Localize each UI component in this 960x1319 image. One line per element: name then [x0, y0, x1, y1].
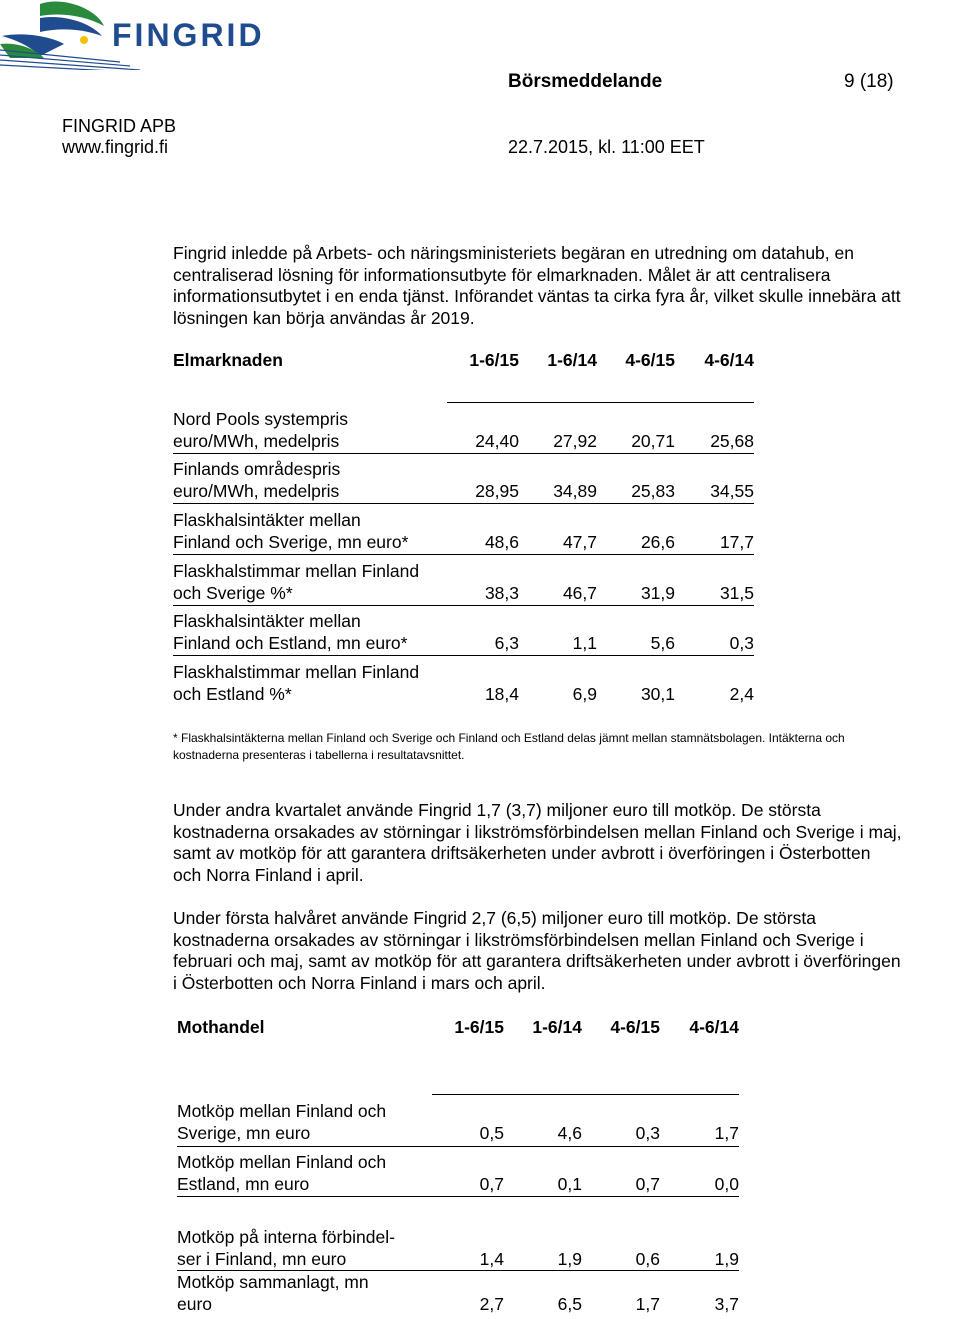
row-label: euro [177, 1294, 213, 1314]
column-header: 1-6/15 [469, 350, 519, 370]
table-cell: 27,92 [553, 431, 597, 451]
column-header: 4-6/14 [689, 1017, 739, 1037]
column-header: 1-6/14 [532, 1017, 582, 1037]
table-cell: 0,6 [635, 1249, 660, 1269]
table-cell: 18,4 [484, 684, 519, 704]
paragraph-line: februari och maj, samt av motköp för att garantera driftsäkerheten under avbrott i överföringen [173, 951, 901, 972]
paragraph-line: informationsutbytet i en enda tjänst. Införandet väntas ta cirka fyra år, vilket skulle innebära att [173, 286, 901, 307]
column-header: 1-6/14 [547, 350, 597, 370]
company-name: FINGRID APB [62, 116, 177, 136]
row-label: Flaskhalstimmar mellan Finland [173, 561, 420, 581]
footnote-line: * Flaskhalsintäkterna mellan Finland och Sverige och Finland och Estland delas jämnt mellan stamnätsbolagen. Intäkterna och [173, 731, 845, 745]
paragraph-line: samt av motköp för att garantera driftsäkerheten under avbrott i överföringen i Österbotten [173, 843, 871, 864]
table-cell: 26,6 [640, 532, 675, 552]
paragraph-line: lösningen kan börja användas år 2019. [173, 308, 475, 329]
table-cell: 0,0 [714, 1174, 739, 1194]
row-label: Motköp mellan Finland och [177, 1152, 387, 1172]
row-label: Finland och Estland, mn euro* [173, 633, 408, 653]
row-rule [177, 1196, 739, 1197]
column-header: 1-6/15 [454, 1017, 504, 1037]
table-cell: 5,6 [650, 633, 675, 653]
paragraph-line: kostnaderna orsakades av störningar i likströmsförbindelsen mellan Finland och Sverige i maj, [173, 821, 902, 842]
h1-paragraph [173, 908, 901, 995]
table-cell: 0,1 [557, 1174, 582, 1194]
row-label: Motköp mellan Finland och [177, 1101, 387, 1121]
table-cell: 25,68 [710, 431, 754, 451]
table-cell: 34,89 [553, 481, 597, 501]
table-cell: 0,3 [635, 1123, 660, 1143]
row-label: euro/MWh, medelpris [173, 481, 340, 501]
row-label: Flaskhalsintäkter mellan [173, 611, 361, 631]
intro-paragraph [173, 243, 901, 330]
table-title: Mothandel [177, 1017, 265, 1037]
column-header: 4-6/15 [610, 1017, 660, 1037]
page-number: 9 (18) [844, 71, 894, 92]
table-cell: 38,3 [484, 583, 519, 603]
header-rule [447, 402, 754, 403]
row-rule [173, 503, 754, 504]
row-rule [173, 605, 754, 606]
table-cell: 4,6 [557, 1123, 582, 1143]
header-rule [432, 1094, 739, 1095]
table-cell: 17,7 [719, 532, 754, 552]
table-cell: 31,5 [719, 583, 754, 603]
release-datetime: 22.7.2015, kl. 11:00 EET [508, 137, 705, 157]
fingrid-logo [0, 0, 290, 70]
row-label: ser i Finland, mn euro [177, 1249, 347, 1269]
table-cell: 31,9 [640, 583, 675, 603]
row-label: Nord Pools systempris [173, 409, 349, 429]
paragraph-line: Under första halvåret använde Fingrid 2,7 (6,5) miljoner euro till motköp. De största [173, 908, 816, 928]
paragraph-line: centraliserad lösning för informationsutbyte för elmarknaden. Målet är att centralisera [173, 264, 831, 285]
paragraph-line: och Norra Finland i april. [173, 865, 364, 886]
table-title: Elmarknaden [173, 350, 283, 370]
table-cell: 1,1 [572, 633, 597, 653]
row-label: och Sverige %* [173, 583, 293, 603]
row-rule [173, 453, 754, 454]
table-cell: 6,3 [494, 633, 519, 653]
row-label: Flaskhalsintäkter mellan [173, 510, 361, 530]
paragraph-line: Fingrid inledde på Arbets- och näringsministeriets begäran en utredning om datahub, en [173, 243, 854, 263]
table-cell: 0,5 [479, 1123, 504, 1143]
table-cell: 6,5 [557, 1294, 582, 1314]
table-cell: 28,95 [475, 481, 519, 501]
paragraph-line: Under andra kvartalet använde Fingrid 1,7 (3,7) miljoner euro till motköp. De största [173, 800, 821, 820]
table-footnote [173, 730, 845, 764]
table-cell: 0,3 [729, 633, 754, 653]
paragraph-line: i Österbotten och Norra Finland i mars och april. [173, 973, 546, 994]
row-label: Finland och Sverige, mn euro* [173, 532, 409, 552]
table-cell: 0,7 [479, 1174, 504, 1194]
footnote-line: kostnaderna presenteras i tabellerna i resultatavsnittet. [173, 748, 465, 762]
table-cell: 34,55 [710, 481, 754, 501]
row-rule [173, 655, 754, 656]
row-label: Flaskhalstimmar mellan Finland [173, 662, 420, 682]
row-label: Motköp på interna förbindel- [177, 1227, 395, 1247]
table-cell: 3,7 [714, 1294, 739, 1314]
document-type: Börsmeddelande [508, 71, 663, 92]
row-label: euro/MWh, medelpris [173, 431, 340, 451]
table-cell: 46,7 [562, 583, 597, 603]
table-cell: 48,6 [484, 532, 519, 552]
row-label: och Estland %* [173, 684, 292, 704]
table-cell: 24,40 [475, 431, 519, 451]
paragraph-line: kostnaderna orsakades av störningar i likströmsförbindelsen mellan Finland och Sverige i [173, 929, 864, 950]
table-cell: 1,9 [557, 1249, 582, 1269]
q2-paragraph [173, 800, 902, 887]
column-header: 4-6/15 [625, 350, 675, 370]
table-cell: 2,4 [729, 684, 754, 704]
table-cell: 30,1 [640, 684, 675, 704]
table-cell: 25,83 [631, 481, 675, 501]
column-header: 4-6/14 [704, 350, 754, 370]
row-rule [177, 1146, 739, 1147]
table-cell: 20,71 [631, 431, 675, 451]
table-cell: 1,7 [714, 1123, 739, 1143]
table-cell: 1,9 [714, 1249, 739, 1269]
row-rule [173, 554, 754, 555]
table-cell: 47,7 [562, 532, 597, 552]
row-label: Motköp sammanlagt, mn [177, 1272, 369, 1292]
table-cell: 2,7 [479, 1294, 504, 1314]
table-cell: 6,9 [572, 684, 597, 704]
row-label: Sverige, mn euro [177, 1123, 311, 1143]
website-link[interactable]: www.fingrid.fi [62, 137, 169, 157]
logo-wordmark: FINGRID [112, 17, 265, 53]
table-cell: 0,7 [635, 1174, 660, 1194]
row-label: Estland, mn euro [177, 1174, 310, 1194]
row-label: Finlands områdespris [173, 459, 341, 479]
table-cell: 1,4 [479, 1249, 504, 1269]
table-cell: 1,7 [635, 1294, 660, 1314]
